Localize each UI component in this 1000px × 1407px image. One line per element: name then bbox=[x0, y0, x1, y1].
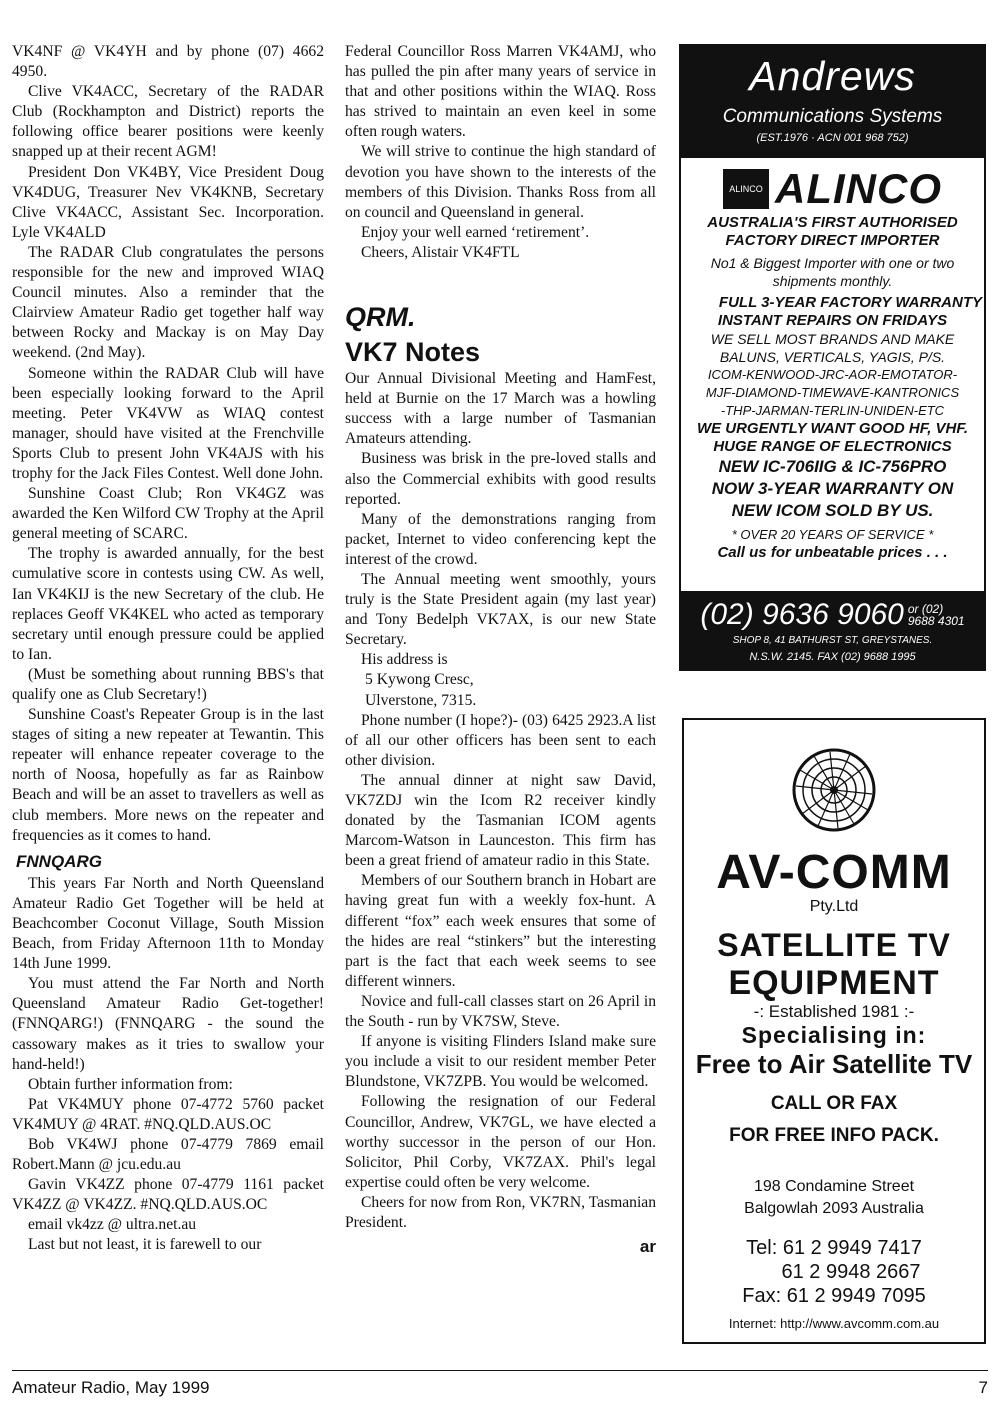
paragraph: Members of our Southern branch in Hobart are having great fun with a weekly fox-hunt. A different “fox” each week ensures that some of the hides are real “stinkers” but the interesting part is the fact that each week seems to see different winners. bbox=[345, 872, 656, 990]
paragraph: President Don VK4BY, Vice President Doug VK4DUG, Treasurer Nev VK4KNB, Secretary Clive VK4ACC, Assistant Sec. Incorporation. Lyle VK4ALD bbox=[12, 163, 324, 241]
paragraph: Someone within the RADAR Club will have been especially looking forward to the April meeting. Peter VK4VW as WIAQ contest manager, should have visited at the Frenchville Sports Club to present John VK4AJS with his trophy for the Jack Files Contest. Well done John. bbox=[12, 364, 324, 482]
paragraph: Federal Councillor Ross Marren VK4AMJ, who has pulled the pin after many years of service in that and other positions within the WIAQ. Ross has strived to maintain an even keel in some often rough waters. bbox=[345, 43, 656, 141]
established-note: (EST.1976 · ACN 001 968 752) bbox=[756, 132, 909, 144]
equipment-heading: EQUIPMENT bbox=[728, 964, 940, 1002]
phone-alt bbox=[908, 603, 965, 627]
ad-copy bbox=[681, 214, 984, 562]
ad-line: AUSTRALIA'S FIRST AUTHORISED bbox=[707, 214, 958, 231]
ad-line: * OVER 20 YEARS OF SERVICE * bbox=[731, 527, 934, 542]
paragraph: The RADAR Club congratulates the persons responsible for the new and improved WIAQ Council minutes. Also a reminder that the Clairview Amateur Radio get together half way between Rocky and Mackay is on May Day weekend. (2nd May). bbox=[12, 243, 324, 362]
alinco-brand bbox=[681, 164, 984, 214]
phone-line bbox=[681, 597, 984, 633]
company-name: AV-COMM bbox=[716, 846, 952, 899]
paragraph: (Must be something about running BBS's that qualify one as Club Secretary!) bbox=[12, 665, 324, 703]
paragraph: Cheers, Alistair VK4FTL bbox=[361, 243, 520, 261]
telephone-1: Tel: 61 2 9949 7417 bbox=[746, 1237, 922, 1259]
phone-alt-or: or (02) bbox=[907, 602, 944, 616]
ad-line: HUGE RANGE OF ELECTRONICS bbox=[713, 438, 952, 455]
address-line: 5 Kywong Cresc, bbox=[365, 671, 474, 689]
ad-line: Call us for unbeatable prices . . . bbox=[717, 544, 948, 561]
vk7-notes-heading: VK7 Notes bbox=[345, 337, 481, 368]
paragraph: Bob VK4WJ phone 07-4779 7869 email Robert.Mann @ jcu.edu.au bbox=[12, 1135, 324, 1174]
paragraph: The Annual meeting went smoothly, yours truly is the State President again (my last year) and Tony Bedelph VK7AX, is our new State Secretary. bbox=[345, 570, 656, 649]
paragraph: email vk4zz @ ultra.net.au bbox=[28, 1216, 197, 1234]
address-line: Ulverstone, 7315. bbox=[365, 691, 477, 709]
ad-line: NOW 3-YEAR WARRANTY ON bbox=[711, 479, 954, 498]
paragraph: Novice and full-call classes start on 26 April in the South - run by VK7SW, Steve. bbox=[345, 992, 656, 1031]
satellite-dish-icon bbox=[786, 742, 882, 838]
paragraph: Last but not least, it is farewell to our bbox=[28, 1236, 262, 1254]
ad-line: BALUNS, VERTICALS, YAGIS, P/S. bbox=[719, 349, 946, 365]
paragraph: Obtain further information from: bbox=[28, 1075, 233, 1093]
ad-phone-box bbox=[681, 591, 984, 669]
ad-line: No1 & Biggest Importer with one or two bbox=[710, 255, 955, 271]
free-info-pack: FOR FREE INFO PACK. bbox=[729, 1125, 939, 1146]
avcomm-advertisement bbox=[682, 718, 986, 1344]
paragraph: Business was brisk in the pre-loved stalls and also the Commercial exhibits with good results reported. bbox=[345, 450, 656, 508]
free-to-air-line: Free to Air Satellite TV bbox=[695, 1049, 973, 1079]
ad-line: WE URGENTLY WANT GOOD HF, VHF. bbox=[696, 420, 969, 437]
ad-line: MJF-DIAMOND-TIMEWAVE-KANTRONICS bbox=[705, 385, 960, 400]
paragraph: Sunshine Coast Club; Ron VK4GZ was awarded the Ken Wilford CW Trophy at the April general meeting of SCARC. bbox=[12, 485, 324, 543]
alinco-wordmark: ALINCO bbox=[775, 165, 942, 212]
paragraph: You must attend the Far North and North Queensland Amateur Radio Get-together! (FNNQARG!) (FNNQARG - the sound the cassowary makes as it tries to swallow your hand-held!) bbox=[12, 975, 324, 1073]
paragraph: Sunshine Coast's Repeater Group is in the last stages of siting a new repeater at Tewantin. This repeater will enhance repeater coverage to the north of Noosa, hopefully as far as Rainbow Beach and will be an asset to travellers as well as club members. More news on the repeater and frequencies as it comes to hand. bbox=[12, 706, 324, 844]
ad-line: INSTANT REPAIRS ON FRIDAYS bbox=[717, 312, 948, 329]
paragraph: If anyone is visiting Flinders Island make sure you include a visit to our resident member Peter Blundstone, VK7ZPB. You would be welcomed. bbox=[345, 1033, 656, 1091]
ad-line: ICOM-KENWOOD-JRC-AOR-EMOTATOR- bbox=[707, 367, 958, 382]
paragraph: We will strive to continue the high standard of devotion you have shown to the interests of the members of this Division. Thanks Ross from all on council and Queensland in general. bbox=[345, 143, 656, 221]
paragraph: The annual dinner at night saw David, VK7ZDJ win the Icom R2 receiver kindly donated by the Tasmanian ICOM agents Marcom-Watson in Launceston. This firm has been a great friend of amateur radio in this State. bbox=[345, 771, 656, 870]
paragraph: VK4NF @ VK4YH and by phone (07) 4662 4950. bbox=[12, 43, 324, 81]
article-column-1 bbox=[12, 42, 324, 1256]
ad-line: WE SELL MOST BRANDS AND MAKE bbox=[710, 331, 955, 347]
andrews-advertisement bbox=[679, 44, 986, 671]
footer-divider bbox=[12, 1370, 988, 1371]
phone-number: (02) 9636 9060 bbox=[700, 598, 904, 631]
specialising-heading: Specialising in: bbox=[741, 1022, 927, 1048]
paragraph: Pat VK4MUY phone 07-4772 5760 packet VK4MUY @ 4RAT. #NQ.QLD.AUS.OC bbox=[12, 1095, 324, 1133]
alinco-logo-icon: ALINCO bbox=[723, 169, 769, 209]
website-link[interactable]: Internet: http://www.avcomm.com.au bbox=[728, 1316, 940, 1331]
article-column-2 bbox=[345, 42, 656, 1257]
ad-header bbox=[681, 46, 984, 158]
ad-line: shipments monthly. bbox=[772, 273, 893, 289]
paragraph: Clive VK4ACC, Secretary of the RADAR Club (Rockhampton and District) reports the following office bearer positions were keenly snapped up at their recent AGM! bbox=[12, 83, 324, 161]
street-address: 198 Condamine Street bbox=[753, 1178, 915, 1195]
ad-line: FACTORY DIRECT IMPORTER bbox=[725, 232, 940, 249]
end-mark: ar bbox=[639, 1237, 656, 1257]
established-line: -: Established 1981 :- bbox=[753, 1002, 915, 1021]
brand-subtitle: Communications Systems bbox=[722, 106, 943, 127]
paragraph: This years Far North and North Queensland Amateur Radio Get Together will be held at Beachcomber Coconut Village, South Mission Beach, from Friday Afternoon 11th to Monday 14th June 1999. bbox=[12, 874, 324, 973]
company-suffix: Pty.Ltd bbox=[809, 898, 859, 915]
satellite-tv-heading: SATELLITE TV bbox=[717, 927, 951, 963]
paragraph: Many of the demonstrations ranging from packet, Internet to video conferencing kept the interest of the crowd. bbox=[345, 510, 656, 568]
paragraph: Following the resignation of our Federal Councillor, Andrew, VK7GL, we have elected a worthy successor in the person of our Hon. Solicitor, Phil Corby, VK7ZAX. Phil's legal expertise could often be very welcome. bbox=[345, 1093, 656, 1191]
paragraph: Gavin VK4ZZ phone 07-4779 1161 packet VK4ZZ @ VK4ZZ. #NQ.QLD.AUS.OC bbox=[12, 1176, 324, 1214]
ad-line: -THP-JARMAN-TERLIN-UNIDEN-ETC bbox=[720, 403, 945, 418]
paragraph: The trophy is awarded annually, for the best cumulative score in contests using CW. As well, Ian VK4KIJ is the new Secretary of the club. He replaces Geoff VK4KEL who acted as temporary secretary until enough pressure could be applied to Ian. bbox=[12, 545, 324, 663]
brand-name: Andrews bbox=[749, 53, 916, 99]
paragraph: Phone number (I hope?)- (03) 6425 2923.A list of all our other officers has been sent to each other division. bbox=[345, 711, 656, 769]
paragraph: Our Annual Divisional Meeting and HamFest, held at Burnie on the 17 March was a howling success with a large number of Tasmanian Amateurs attending. bbox=[345, 370, 656, 448]
state-fax: N.S.W. 2145. FAX (02) 9688 1995 bbox=[749, 651, 916, 663]
phone-alt-number: 9688 4301 bbox=[907, 614, 965, 628]
page-number: 7 bbox=[978, 1378, 988, 1397]
call-or-fax: CALL OR FAX bbox=[770, 1093, 898, 1114]
ad-line: FULL 3-YEAR FACTORY WARRANTY bbox=[718, 294, 982, 311]
address-intro: His address is bbox=[361, 651, 448, 669]
fax-number: Fax: 61 2 9949 7095 bbox=[742, 1285, 926, 1307]
ad-line: NEW ICOM SOLD BY US. bbox=[731, 501, 934, 520]
paragraph: Cheers for now from Ron, VK7RN, Tasmanian President. bbox=[345, 1193, 656, 1231]
section-heading-fnnqarg: FNNQARG bbox=[16, 851, 102, 871]
paragraph: Enjoy your well earned ‘retirement’. bbox=[361, 223, 590, 241]
qrm-heading: QRM. bbox=[345, 302, 416, 333]
shop-address: SHOP 8, 41 BATHURST ST, GREYSTANES. bbox=[732, 635, 933, 646]
suburb-address: Balgowlah 2093 Australia bbox=[744, 1200, 924, 1217]
telephone-2: 61 2 9948 2667 bbox=[781, 1261, 921, 1283]
ad-line: NEW IC-706IIG & IC-756PRO bbox=[718, 457, 947, 476]
publication-footer: Amateur Radio, May 1999 bbox=[12, 1378, 210, 1397]
